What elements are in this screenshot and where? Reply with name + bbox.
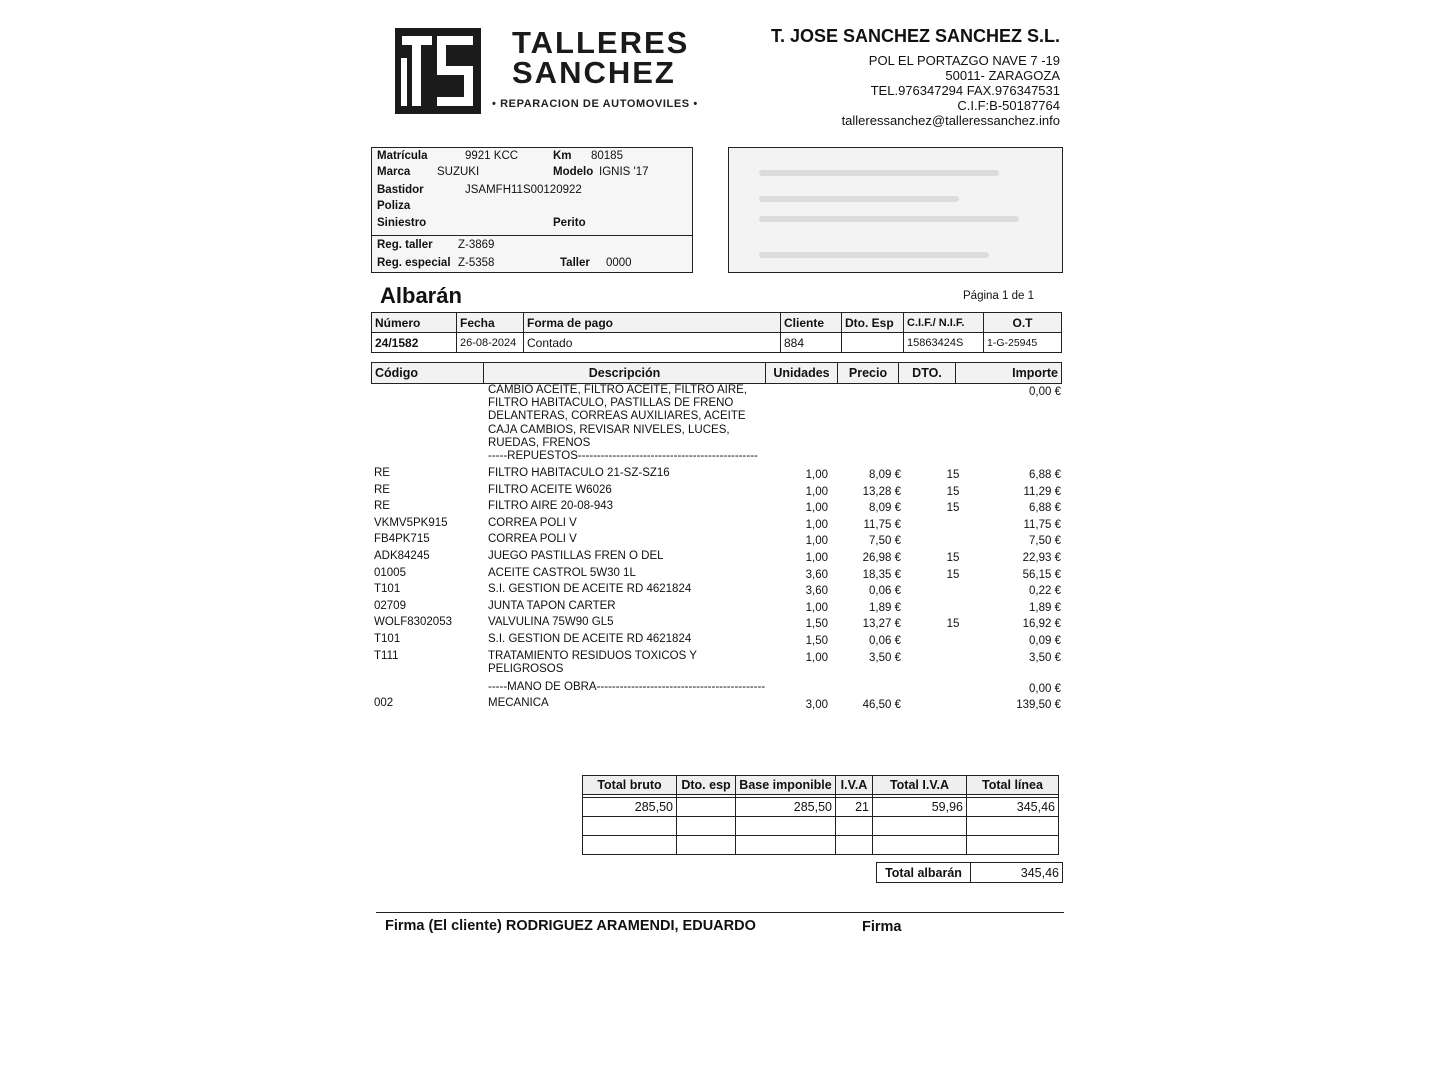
grand-total-row — [877, 863, 1063, 883]
totals-header-dto-esp: Dto. esp — [677, 776, 736, 795]
item-amount: 6,88 € — [1029, 502, 1061, 514]
redacted-line — [759, 252, 989, 258]
item-amount: 7,50 € — [1029, 535, 1061, 547]
iva-rate: 21 — [836, 798, 873, 817]
meta-header-row — [372, 313, 1062, 333]
grand-total-box — [876, 862, 1063, 883]
modelo-value: IGNIS '17 — [599, 166, 649, 178]
item-discount: 15 — [946, 569, 960, 581]
redacted-line — [759, 216, 1019, 222]
item-price: 0,06 € — [869, 585, 901, 597]
item-description: S.I. GESTION DE ACEITE RD 4621824 — [488, 583, 692, 595]
item-discount: 15 — [946, 469, 960, 481]
item-price: 11,75 € — [863, 519, 901, 531]
item-discount: 15 — [946, 552, 960, 564]
item-price: 26,98 € — [862, 552, 901, 564]
reg-especial-label: Reg. especial — [377, 257, 451, 269]
vehicle-box-divider — [372, 235, 692, 236]
item-units: 1,00 — [805, 469, 828, 481]
taller-label: Taller — [560, 257, 590, 269]
brand-name-line2: SANCHEZ — [512, 55, 676, 90]
vehicle-info-box — [371, 147, 693, 273]
item-description-cont: PELIGROSOS — [488, 663, 564, 675]
item-amount: 0,09 € — [1029, 635, 1061, 647]
intro-line: DELANTERAS, CORREAS AUXILIARES, ACEITE — [488, 410, 746, 422]
item-description: JUNTA TAPON CARTER — [488, 600, 616, 612]
client-info-redacted — [728, 147, 1063, 273]
item-price: 18,35 € — [862, 569, 901, 581]
document-meta-table — [371, 312, 1062, 353]
item-description: CORREA POLI V — [488, 533, 577, 545]
labor-code: 002 — [374, 697, 394, 709]
item-price: 1,89 € — [869, 602, 901, 614]
meta-ot: 1-G-25945 — [984, 333, 1062, 353]
meta-header-numero: Número — [372, 313, 457, 333]
company-cif: C.I.F:B-50187764 — [957, 98, 1060, 113]
section-mano-obra: -----MANO DE OBRA-------------------------------------------- — [488, 681, 766, 693]
item-amount: 0,22 € — [1029, 585, 1061, 597]
item-price: 3,50 € — [869, 652, 901, 664]
item-price: 13,28 € — [862, 486, 901, 498]
meta-header-fecha: Fecha — [457, 313, 524, 333]
item-units: 1,00 — [805, 552, 828, 564]
km-label: Km — [553, 150, 572, 162]
matricula-label: Matrícula — [377, 150, 428, 162]
totals-header-bruto: Total bruto — [583, 776, 677, 795]
taller-value: 0000 — [606, 257, 632, 269]
item-amount: 56,15 € — [1022, 569, 1061, 581]
intro-line: RUEDAS, FRENOS — [488, 437, 591, 449]
item-units: 1,00 — [805, 652, 828, 664]
col-dto: DTO. — [899, 363, 956, 384]
totals-header-total-iva: Total I.V.A — [873, 776, 967, 795]
item-description: FILTRO AIRE 20-08-943 — [488, 500, 614, 512]
total-iva: 59,96 — [873, 798, 967, 817]
poliza-label: Poliza — [377, 200, 411, 212]
company-signature-label: Firma — [862, 919, 902, 935]
modelo-label: Modelo — [553, 166, 594, 178]
item-price: 0,06 € — [869, 635, 901, 647]
signature-line — [376, 912, 1064, 913]
brand-tagline: • REPARACION DE AUTOMOVILES • — [492, 98, 698, 110]
labor-desc: MECANICA — [488, 697, 549, 709]
company-email: talleressanchez@talleressanchez.info — [841, 113, 1060, 128]
item-units: 1,50 — [805, 635, 828, 647]
bastidor-value: JSAMFH11S00120922 — [465, 184, 582, 196]
item-units: 1,00 — [805, 519, 828, 531]
meta-header-cliente: Cliente — [781, 313, 842, 333]
item-discount: 15 — [946, 486, 960, 498]
item-units: 3,60 — [805, 569, 828, 581]
item-price: 7,50 € — [869, 535, 901, 547]
meta-numero: 24/1582 — [372, 333, 457, 353]
intro-line: FILTRO HABITACULO, PASTILLAS DE FRENO — [488, 397, 734, 409]
intro-line: CAMBIO ACEITE, FILTRO ACEITE, FILTRO AIRE, — [488, 384, 748, 396]
col-precio: Precio — [838, 363, 899, 384]
items-header-table — [371, 362, 1062, 384]
redacted-line — [759, 170, 999, 176]
item-code: 01005 — [374, 567, 406, 579]
labor-amount: 139,50 € — [1016, 699, 1061, 711]
total-dto-esp — [677, 798, 736, 817]
meta-fecha: 26-08-2024 — [457, 333, 524, 353]
totals-header-base: Base imponible — [736, 776, 836, 795]
client-signature-label: Firma (El cliente) RODRIGUEZ ARAMENDI, EDUARDO — [385, 918, 756, 934]
brand-name-line1: TALLERES — [512, 25, 690, 60]
meta-header-ot: O.T — [984, 313, 1062, 333]
item-amount: 22,93 € — [1022, 552, 1061, 564]
col-codigo: Código — [372, 363, 484, 384]
item-description: FILTRO HABITACULO 21-SZ-SZ16 — [488, 467, 670, 479]
item-discount: 15 — [946, 502, 960, 514]
intro-line: CAJA CAMBIOS, REVISAR NIVELES, LUCES, — [488, 424, 730, 436]
company-logo — [395, 28, 481, 114]
meta-header-cif: C.I.F./ N.I.F. — [904, 313, 984, 333]
item-code: T101 — [374, 633, 401, 645]
item-code: 02709 — [374, 600, 406, 612]
item-code: RE — [374, 484, 390, 496]
section-repuestos: -----REPUESTOS----------------------------------------------- — [488, 450, 758, 462]
totals-value-row — [583, 798, 1059, 817]
matricula-value: 9921 KCC — [465, 150, 519, 162]
item-code: T111 — [374, 650, 399, 662]
meta-value-row — [372, 333, 1062, 353]
page-number: Página 1 de 1 — [963, 290, 1034, 302]
labor-units: 3,00 — [805, 699, 828, 711]
item-code: T101 — [374, 583, 401, 595]
document-title: Albarán — [380, 283, 462, 308]
item-code: WOLF8302053 — [374, 616, 452, 628]
grand-total-label: Total albarán — [877, 863, 971, 883]
item-units: 1,00 — [805, 486, 828, 498]
item-units: 1,00 — [805, 502, 828, 514]
meta-forma-pago: Contado — [524, 333, 781, 353]
meta-header-forma-pago: Forma de pago — [524, 313, 781, 333]
company-info — [771, 26, 1060, 128]
labor-price: 46,50 € — [862, 699, 901, 711]
item-code: RE — [374, 467, 390, 479]
col-descripcion: Descripción — [484, 363, 766, 384]
item-amount: 6,88 € — [1029, 469, 1061, 481]
totals-table — [582, 775, 1059, 855]
item-code: ADK84245 — [374, 550, 430, 562]
reg-taller-label: Reg. taller — [377, 239, 433, 251]
item-price: 8,09 € — [869, 502, 901, 514]
item-amount: 3,50 € — [1029, 652, 1061, 664]
total-linea: 345,46 — [967, 798, 1059, 817]
col-unidades: Unidades — [766, 363, 838, 384]
marca-value: SUZUKI — [437, 166, 480, 178]
item-price: 8,09 € — [869, 469, 901, 481]
meta-cliente: 884 — [781, 333, 842, 353]
company-address: POL EL PORTAZGO NAVE 7 -19 — [868, 53, 1060, 68]
item-units: 3,60 — [805, 585, 828, 597]
company-city: 50011- ZARAGOZA — [945, 68, 1060, 83]
company-phone: TEL.976347294 FAX.976347531 — [870, 83, 1060, 98]
item-amount: 1,89 € — [1029, 602, 1061, 614]
totals-empty-row — [583, 817, 1059, 836]
bastidor-label: Bastidor — [377, 184, 424, 196]
totals-empty-row — [583, 836, 1059, 855]
item-code: RE — [374, 500, 390, 512]
reg-especial-value: Z-5358 — [458, 257, 495, 269]
totals-header-row — [583, 776, 1059, 795]
items-header-row — [372, 363, 1062, 384]
item-units: 1,50 — [805, 618, 828, 630]
item-amount: 16,92 € — [1022, 618, 1061, 630]
meta-dto-esp — [842, 333, 904, 353]
item-price: 13,27 € — [862, 618, 901, 630]
item-description: ACEITE CASTROL 5W30 1L — [488, 567, 636, 579]
perito-label: Perito — [553, 217, 586, 229]
meta-cif: 15863424S — [904, 333, 984, 353]
km-value: 80185 — [591, 150, 623, 162]
redacted-line — [759, 196, 959, 202]
total-bruto: 285,50 — [583, 798, 677, 817]
intro-amount: 0,00 € — [1029, 386, 1061, 398]
item-discount: 15 — [946, 618, 960, 630]
item-description: FILTRO ACEITE W6026 — [488, 484, 612, 496]
item-amount: 11,75 € — [1023, 519, 1061, 531]
item-amount: 11,29 € — [1023, 486, 1061, 498]
base-imponible: 285,50 — [736, 798, 836, 817]
totals-header-total-linea: Total línea — [967, 776, 1059, 795]
item-units: 1,00 — [805, 602, 828, 614]
meta-header-dto-esp: Dto. Esp — [842, 313, 904, 333]
item-units: 1,00 — [805, 535, 828, 547]
totals-header-iva: I.V.A — [836, 776, 873, 795]
company-name: T. JOSE SANCHEZ SANCHEZ S.L. — [770, 26, 1060, 46]
item-description: S.I. GESTION DE ACEITE RD 4621824 — [488, 633, 692, 645]
section-mano-obra-amount: 0,00 € — [1029, 683, 1061, 695]
reg-taller-value: Z-3869 — [458, 239, 495, 251]
item-code: VKMV5PK915 — [374, 517, 448, 529]
item-description: VALVULINA 75W90 GL5 — [488, 616, 614, 628]
col-importe: Importe — [956, 363, 1062, 384]
siniestro-label: Siniestro — [377, 217, 427, 229]
grand-total-value: 345,46 — [971, 863, 1063, 883]
marca-label: Marca — [377, 166, 411, 178]
item-description: CORREA POLI V — [488, 517, 577, 529]
logo-mark-icon — [395, 28, 481, 114]
item-description: TRATAMIENTO RESIDUOS TOXICOS Y — [488, 650, 697, 662]
item-description: JUEGO PASTILLAS FREN O DEL — [488, 550, 664, 562]
item-code: FB4PK715 — [374, 533, 430, 545]
